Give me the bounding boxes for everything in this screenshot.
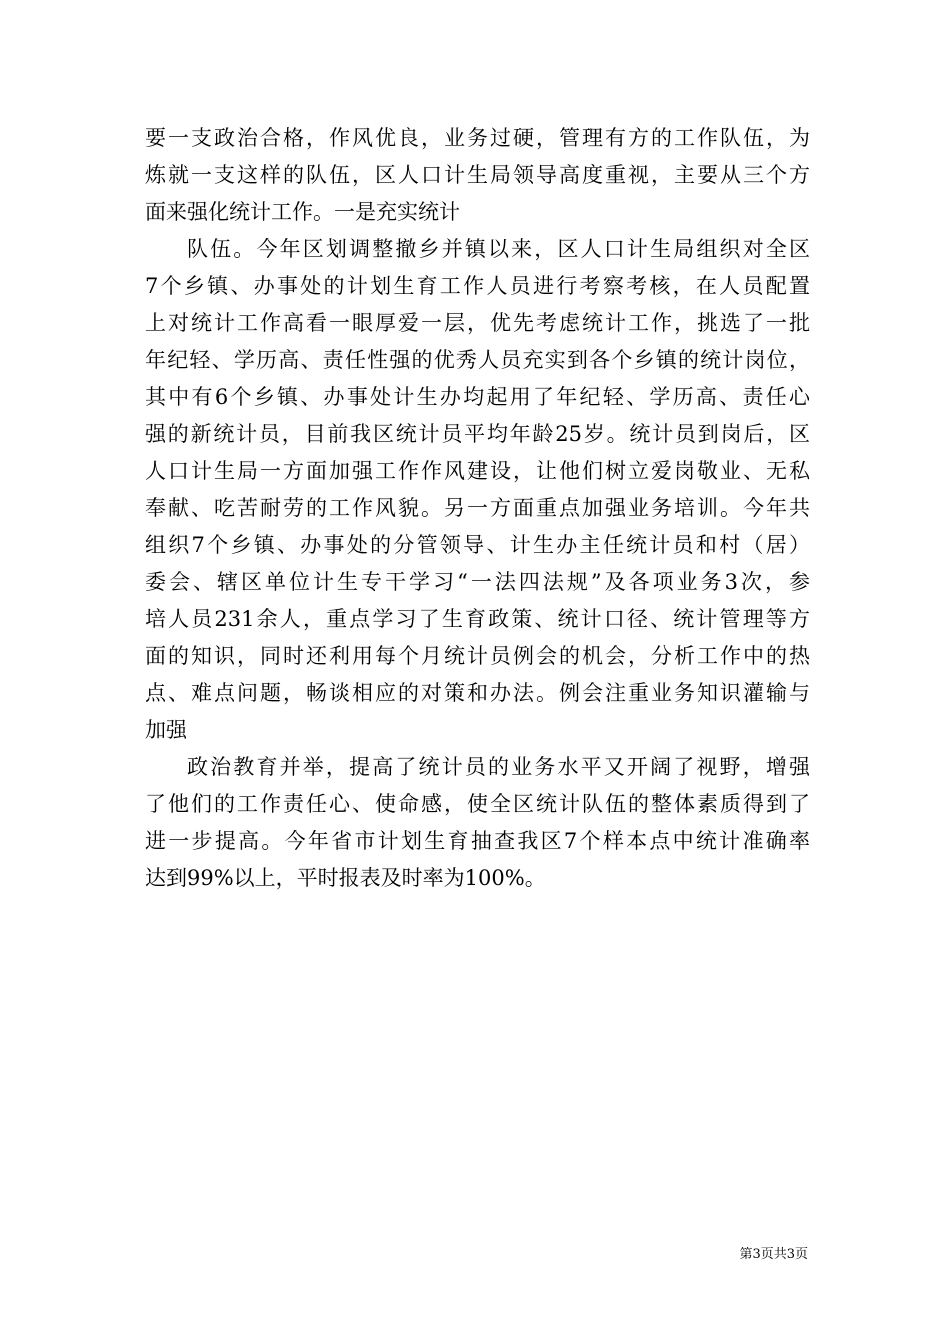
text-line: 其中有6个乡镇、办事处计生办均起用了年纪轻、学历高、责任心 — [145, 385, 810, 409]
paragraph-3 — [145, 749, 810, 897]
text-line: 强的新统计员，目前我区统计员平均年龄25岁。统计员到岗后，区 — [145, 422, 810, 446]
text-line: 加强 — [145, 718, 187, 742]
text-line: 面的知识，同时还利用每个月统计员例会的机会，分析工作中的热 — [145, 644, 810, 668]
text-line: 年纪轻、学历高、责任性强的优秀人员充实到各个乡镇的统计岗位， — [145, 348, 810, 372]
text-line: 委会、辖区单位计生专干学习“一法四法规”及各项业务3次，参 — [145, 570, 810, 594]
text-line: 进一步提高。今年省市计划生育抽查我区7个样本点中统计准确率 — [145, 829, 810, 853]
paragraph-2 — [145, 231, 810, 749]
text-line: 7个乡镇、办事处的计划生育工作人员进行考察考核，在人员配置 — [145, 274, 810, 298]
text-line: 组织7个乡镇、办事处的分管领导、计生办主任统计员和村（居） — [145, 533, 810, 557]
text-line: 点、难点问题，畅谈相应的对策和办法。例会注重业务知识灌输与 — [145, 681, 810, 705]
text-line: 人口计生局一方面加强工作作风建设，让他们树立爱岗敬业、无私 — [145, 459, 810, 483]
text-line: 队伍。今年区划调整撤乡并镇以来，区人口计生局组织对全区 — [187, 237, 810, 261]
body-text — [145, 120, 810, 897]
text-line: 上对统计工作高看一眼厚爱一层，优先考虑统计工作，挑选了一批 — [145, 311, 810, 335]
text-line: 奉献、吃苦耐劳的工作风貌。另一方面重点加强业务培训。今年共 — [145, 496, 810, 520]
text-line: 政治教育并举，提高了统计员的业务水平又开阔了视野，增强 — [187, 755, 810, 779]
text-line: 了他们的工作责任心、使命感，使全区统计队伍的整体素质得到了 — [145, 792, 810, 816]
text-line: 要一支政治合格，作风优良，业务过硬，管理有方的工作队伍，为 — [145, 126, 810, 150]
paragraph-1 — [145, 120, 810, 231]
text-line: 达到99%以上，平时报表及时率为100%。 — [145, 866, 546, 890]
text-line: 面来强化统计工作。一是充实统计 — [145, 200, 460, 224]
page-number-footer: 第3页共3页 — [739, 1247, 808, 1262]
text-line: 培人员231余人，重点学习了生育政策、统计口径、统计管理等方 — [145, 607, 810, 631]
text-line: 炼就一支这样的队伍，区人口计生局领导高度重视，主要从三个方 — [145, 163, 810, 187]
